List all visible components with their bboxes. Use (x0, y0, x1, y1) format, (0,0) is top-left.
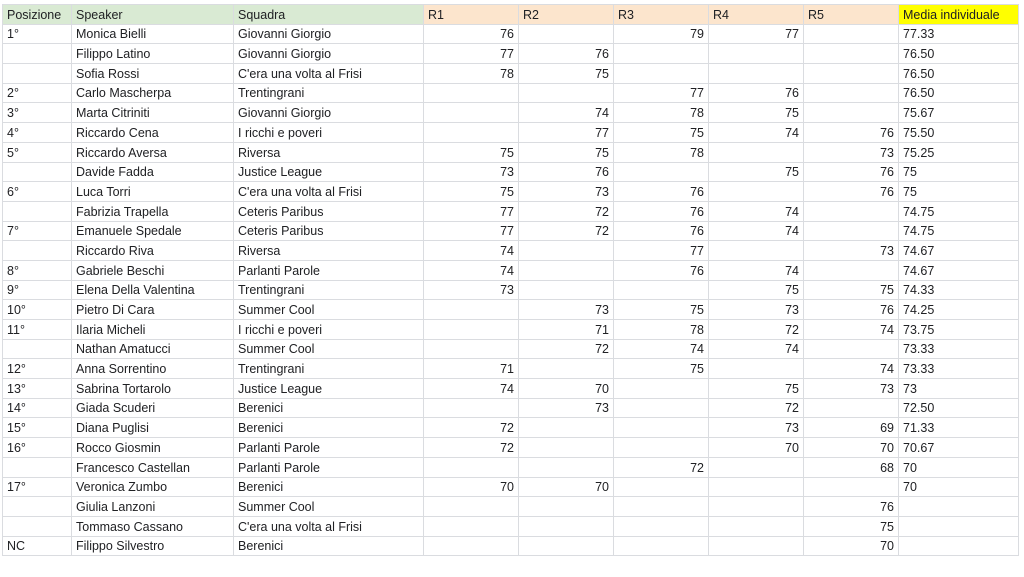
r5-cell[interactable] (804, 64, 899, 84)
position-cell[interactable]: 14° (3, 398, 72, 418)
r5-cell[interactable] (804, 103, 899, 123)
r4-cell[interactable]: 74 (709, 123, 804, 143)
r3-cell[interactable] (614, 516, 709, 536)
table-row (3, 379, 1019, 399)
position-cell[interactable]: 7° (3, 221, 72, 241)
r1-cell[interactable]: 77 (424, 44, 519, 64)
r1-cell[interactable] (424, 536, 519, 556)
table-row (3, 83, 1019, 103)
r2-cell[interactable]: 70 (519, 477, 614, 497)
r2-cell[interactable]: 73 (519, 300, 614, 320)
position-cell[interactable]: 15° (3, 418, 72, 438)
r4-cell[interactable] (709, 516, 804, 536)
r1-cell[interactable]: 75 (424, 142, 519, 162)
r3-cell[interactable]: 78 (614, 103, 709, 123)
speaker-cell[interactable]: Giada Scuderi (72, 398, 234, 418)
r3-cell[interactable] (614, 44, 709, 64)
r4-cell[interactable]: 74 (709, 201, 804, 221)
position-cell[interactable]: 2° (3, 83, 72, 103)
position-cell[interactable]: 3° (3, 103, 72, 123)
r2-cell[interactable]: 71 (519, 320, 614, 340)
r1-cell[interactable]: 73 (424, 162, 519, 182)
speaker-cell[interactable]: Riccardo Riva (72, 241, 234, 261)
average-cell[interactable]: 71.33 (899, 418, 1019, 438)
position-cell[interactable]: 9° (3, 280, 72, 300)
r3-cell[interactable] (614, 497, 709, 517)
table-row (3, 516, 1019, 536)
r3-cell[interactable]: 77 (614, 241, 709, 261)
average-cell[interactable]: 76.50 (899, 83, 1019, 103)
team-cell[interactable]: C'era una volta al Frisi (234, 182, 424, 202)
header-cell-r3[interactable]: R3 (614, 5, 709, 25)
team-cell[interactable]: Justice League (234, 162, 424, 182)
r5-cell[interactable] (804, 398, 899, 418)
average-cell[interactable] (899, 536, 1019, 556)
team-cell[interactable]: Riversa (234, 142, 424, 162)
header-cell-r1[interactable]: R1 (424, 5, 519, 25)
speaker-cell[interactable]: Filippo Latino (72, 44, 234, 64)
speaker-cell[interactable]: Fabrizia Trapella (72, 201, 234, 221)
team-cell[interactable]: Berenici (234, 477, 424, 497)
position-cell[interactable]: 17° (3, 477, 72, 497)
r1-cell[interactable]: 70 (424, 477, 519, 497)
r4-cell[interactable] (709, 142, 804, 162)
r2-cell[interactable]: 73 (519, 182, 614, 202)
position-cell[interactable] (3, 339, 72, 359)
r1-cell[interactable] (424, 123, 519, 143)
average-cell[interactable]: 75.25 (899, 142, 1019, 162)
team-cell[interactable]: Parlanti Parole (234, 457, 424, 477)
r5-cell[interactable] (804, 339, 899, 359)
team-cell[interactable]: Ceteris Paribus (234, 201, 424, 221)
r2-cell[interactable] (519, 280, 614, 300)
r5-cell[interactable] (804, 44, 899, 64)
position-cell[interactable] (3, 201, 72, 221)
r1-cell[interactable] (424, 300, 519, 320)
r5-cell[interactable]: 69 (804, 418, 899, 438)
speaker-cell[interactable]: Elena Della Valentina (72, 280, 234, 300)
speaker-cell[interactable]: Riccardo Cena (72, 123, 234, 143)
speaker-cell[interactable]: Filippo Silvestro (72, 536, 234, 556)
speaker-cell[interactable]: Giulia Lanzoni (72, 497, 234, 517)
r4-cell[interactable] (709, 497, 804, 517)
speaker-cell[interactable]: Pietro Di Cara (72, 300, 234, 320)
r4-cell[interactable]: 74 (709, 339, 804, 359)
r3-cell[interactable]: 76 (614, 260, 709, 280)
team-cell[interactable]: C'era una volta al Frisi (234, 64, 424, 84)
position-cell[interactable] (3, 241, 72, 261)
r4-cell[interactable]: 74 (709, 221, 804, 241)
team-cell[interactable]: Giovanni Giorgio (234, 44, 424, 64)
r1-cell[interactable]: 74 (424, 379, 519, 399)
speaker-cell[interactable]: Anna Sorrentino (72, 359, 234, 379)
r5-cell[interactable]: 74 (804, 359, 899, 379)
r2-cell[interactable]: 72 (519, 201, 614, 221)
speaker-cell[interactable]: Marta Citriniti (72, 103, 234, 123)
position-cell[interactable] (3, 162, 72, 182)
average-cell[interactable]: 75 (899, 162, 1019, 182)
r5-cell[interactable]: 73 (804, 379, 899, 399)
r2-cell[interactable]: 75 (519, 64, 614, 84)
average-cell[interactable]: 74.67 (899, 260, 1019, 280)
r2-cell[interactable]: 70 (519, 379, 614, 399)
r4-cell[interactable]: 76 (709, 83, 804, 103)
r2-cell[interactable] (519, 497, 614, 517)
r1-cell[interactable]: 76 (424, 24, 519, 44)
average-cell[interactable]: 70 (899, 477, 1019, 497)
average-cell[interactable]: 70 (899, 457, 1019, 477)
average-cell[interactable]: 74.33 (899, 280, 1019, 300)
r3-cell[interactable] (614, 418, 709, 438)
position-cell[interactable]: 6° (3, 182, 72, 202)
r1-cell[interactable] (424, 339, 519, 359)
r2-cell[interactable]: 72 (519, 221, 614, 241)
position-cell[interactable]: 5° (3, 142, 72, 162)
r5-cell[interactable]: 76 (804, 497, 899, 517)
r2-cell[interactable]: 77 (519, 123, 614, 143)
r4-cell[interactable] (709, 457, 804, 477)
table-row (3, 418, 1019, 438)
speaker-cell[interactable]: Davide Fadda (72, 162, 234, 182)
table-row (3, 24, 1019, 44)
position-cell[interactable]: 16° (3, 438, 72, 458)
r3-cell[interactable]: 75 (614, 359, 709, 379)
table-row (3, 142, 1019, 162)
position-cell[interactable] (3, 497, 72, 517)
header-row (3, 5, 1019, 25)
team-cell[interactable]: Trentingrani (234, 83, 424, 103)
average-cell[interactable] (899, 516, 1019, 536)
r5-cell[interactable]: 76 (804, 123, 899, 143)
table-row (3, 221, 1019, 241)
r5-cell[interactable]: 68 (804, 457, 899, 477)
r2-cell[interactable] (519, 536, 614, 556)
r2-cell[interactable]: 73 (519, 398, 614, 418)
r4-cell[interactable]: 77 (709, 24, 804, 44)
average-cell[interactable]: 73.33 (899, 339, 1019, 359)
r2-cell[interactable] (519, 418, 614, 438)
r3-cell[interactable] (614, 379, 709, 399)
r1-cell[interactable] (424, 516, 519, 536)
speaker-cell[interactable]: Rocco Giosmin (72, 438, 234, 458)
average-cell[interactable]: 75 (899, 182, 1019, 202)
team-cell[interactable]: Giovanni Giorgio (234, 24, 424, 44)
speaker-cell[interactable]: Luca Torri (72, 182, 234, 202)
r4-cell[interactable] (709, 182, 804, 202)
header-cell-position[interactable]: Posizione (3, 5, 72, 25)
r4-cell[interactable]: 75 (709, 280, 804, 300)
team-cell[interactable]: C'era una volta al Frisi (234, 516, 424, 536)
r4-cell[interactable]: 75 (709, 379, 804, 399)
table-row (3, 201, 1019, 221)
table-row (3, 536, 1019, 556)
r3-cell[interactable]: 79 (614, 24, 709, 44)
position-cell[interactable]: 1° (3, 24, 72, 44)
r2-cell[interactable]: 72 (519, 339, 614, 359)
r2-cell[interactable] (519, 359, 614, 379)
r1-cell[interactable] (424, 320, 519, 340)
average-cell[interactable]: 72.50 (899, 398, 1019, 418)
table-row (3, 162, 1019, 182)
average-cell[interactable]: 73.33 (899, 359, 1019, 379)
average-cell[interactable]: 74.75 (899, 201, 1019, 221)
average-cell[interactable]: 74.75 (899, 221, 1019, 241)
speaker-cell[interactable]: Sabrina Tortarolo (72, 379, 234, 399)
r1-cell[interactable]: 73 (424, 280, 519, 300)
r3-cell[interactable] (614, 280, 709, 300)
r1-cell[interactable] (424, 83, 519, 103)
position-cell[interactable]: 13° (3, 379, 72, 399)
table-row (3, 339, 1019, 359)
r1-cell[interactable] (424, 398, 519, 418)
position-cell[interactable]: 12° (3, 359, 72, 379)
r1-cell[interactable]: 74 (424, 260, 519, 280)
r1-cell[interactable]: 75 (424, 182, 519, 202)
r3-cell[interactable] (614, 536, 709, 556)
team-cell[interactable]: Berenici (234, 398, 424, 418)
r5-cell[interactable] (804, 477, 899, 497)
position-cell[interactable]: 8° (3, 260, 72, 280)
team-cell[interactable]: I ricchi e poveri (234, 123, 424, 143)
r1-cell[interactable]: 71 (424, 359, 519, 379)
r3-cell[interactable] (614, 64, 709, 84)
r5-cell[interactable]: 74 (804, 320, 899, 340)
r2-cell[interactable] (519, 457, 614, 477)
average-cell[interactable]: 75.67 (899, 103, 1019, 123)
r3-cell[interactable] (614, 162, 709, 182)
r4-cell[interactable] (709, 44, 804, 64)
r1-cell[interactable]: 72 (424, 418, 519, 438)
r1-cell[interactable]: 77 (424, 221, 519, 241)
team-cell[interactable]: Parlanti Parole (234, 260, 424, 280)
average-cell[interactable] (899, 497, 1019, 517)
table-row (3, 438, 1019, 458)
table-row (3, 477, 1019, 497)
r4-cell[interactable]: 74 (709, 260, 804, 280)
average-cell[interactable]: 73 (899, 379, 1019, 399)
r2-cell[interactable]: 74 (519, 103, 614, 123)
header-cell-speaker[interactable]: Speaker (72, 5, 234, 25)
table-row (3, 359, 1019, 379)
table-row (3, 300, 1019, 320)
r3-cell[interactable] (614, 398, 709, 418)
speaker-cell[interactable]: Nathan Amatucci (72, 339, 234, 359)
r2-cell[interactable] (519, 24, 614, 44)
table-row (3, 182, 1019, 202)
team-cell[interactable]: Parlanti Parole (234, 438, 424, 458)
position-cell[interactable]: NC (3, 536, 72, 556)
r3-cell[interactable]: 78 (614, 320, 709, 340)
position-cell[interactable]: 11° (3, 320, 72, 340)
r1-cell[interactable]: 78 (424, 64, 519, 84)
standings-table (2, 4, 1019, 556)
r4-cell[interactable] (709, 64, 804, 84)
r5-cell[interactable]: 70 (804, 536, 899, 556)
r1-cell[interactable] (424, 497, 519, 517)
r3-cell[interactable] (614, 438, 709, 458)
team-cell[interactable]: Trentingrani (234, 280, 424, 300)
table-row (3, 280, 1019, 300)
team-cell[interactable]: Justice League (234, 379, 424, 399)
table-row (3, 64, 1019, 84)
team-cell[interactable]: Riversa (234, 241, 424, 261)
r5-cell[interactable] (804, 83, 899, 103)
r3-cell[interactable]: 74 (614, 339, 709, 359)
speaker-cell[interactable]: Monica Bielli (72, 24, 234, 44)
table-row (3, 320, 1019, 340)
r5-cell[interactable] (804, 201, 899, 221)
r4-cell[interactable]: 75 (709, 162, 804, 182)
r5-cell[interactable]: 75 (804, 516, 899, 536)
header-cell-average[interactable]: Media individuale (899, 5, 1019, 25)
r4-cell[interactable] (709, 359, 804, 379)
r3-cell[interactable]: 77 (614, 83, 709, 103)
r4-cell[interactable] (709, 477, 804, 497)
r3-cell[interactable]: 72 (614, 457, 709, 477)
r1-cell[interactable] (424, 103, 519, 123)
position-cell[interactable]: 10° (3, 300, 72, 320)
average-cell[interactable]: 70.67 (899, 438, 1019, 458)
r5-cell[interactable] (804, 221, 899, 241)
r3-cell[interactable]: 75 (614, 123, 709, 143)
r4-cell[interactable]: 73 (709, 418, 804, 438)
average-cell[interactable]: 74.25 (899, 300, 1019, 320)
table-row (3, 44, 1019, 64)
r2-cell[interactable] (519, 260, 614, 280)
r2-cell[interactable] (519, 438, 614, 458)
header-cell-team[interactable]: Squadra (234, 5, 424, 25)
team-cell[interactable]: I ricchi e poveri (234, 320, 424, 340)
r4-cell[interactable]: 75 (709, 103, 804, 123)
r5-cell[interactable]: 73 (804, 142, 899, 162)
r5-cell[interactable] (804, 24, 899, 44)
r5-cell[interactable]: 76 (804, 182, 899, 202)
r5-cell[interactable]: 73 (804, 241, 899, 261)
team-cell[interactable]: Berenici (234, 418, 424, 438)
r3-cell[interactable]: 75 (614, 300, 709, 320)
speaker-cell[interactable]: Francesco Castellan (72, 457, 234, 477)
position-cell[interactable] (3, 44, 72, 64)
speaker-cell[interactable]: Tommaso Cassano (72, 516, 234, 536)
table-row (3, 398, 1019, 418)
team-cell[interactable]: Summer Cool (234, 497, 424, 517)
table-body (3, 24, 1019, 556)
table-row (3, 123, 1019, 143)
r5-cell[interactable]: 70 (804, 438, 899, 458)
team-cell[interactable]: Summer Cool (234, 300, 424, 320)
average-cell[interactable]: 73.75 (899, 320, 1019, 340)
r5-cell[interactable]: 76 (804, 300, 899, 320)
r4-cell[interactable] (709, 241, 804, 261)
position-cell[interactable]: 4° (3, 123, 72, 143)
speaker-cell[interactable]: Sofia Rossi (72, 64, 234, 84)
average-cell[interactable]: 77.33 (899, 24, 1019, 44)
table-row (3, 103, 1019, 123)
speaker-cell[interactable]: Carlo Mascherpa (72, 83, 234, 103)
r2-cell[interactable] (519, 83, 614, 103)
header-cell-r2[interactable]: R2 (519, 5, 614, 25)
team-cell[interactable]: Summer Cool (234, 339, 424, 359)
r3-cell[interactable]: 76 (614, 201, 709, 221)
speaker-cell[interactable]: Riccardo Aversa (72, 142, 234, 162)
average-cell[interactable]: 76.50 (899, 64, 1019, 84)
average-cell[interactable]: 76.50 (899, 44, 1019, 64)
position-cell[interactable] (3, 516, 72, 536)
r1-cell[interactable]: 74 (424, 241, 519, 261)
r4-cell[interactable]: 72 (709, 398, 804, 418)
r3-cell[interactable]: 76 (614, 221, 709, 241)
table-row (3, 260, 1019, 280)
position-cell[interactable] (3, 457, 72, 477)
average-cell[interactable]: 75.50 (899, 123, 1019, 143)
r3-cell[interactable]: 76 (614, 182, 709, 202)
r1-cell[interactable]: 77 (424, 201, 519, 221)
r5-cell[interactable]: 75 (804, 280, 899, 300)
r1-cell[interactable] (424, 457, 519, 477)
speaker-cell[interactable]: Veronica Zumbo (72, 477, 234, 497)
r3-cell[interactable] (614, 477, 709, 497)
r4-cell[interactable]: 73 (709, 300, 804, 320)
speaker-cell[interactable]: Gabriele Beschi (72, 260, 234, 280)
average-cell[interactable]: 74.67 (899, 241, 1019, 261)
team-cell[interactable]: Berenici (234, 536, 424, 556)
team-cell[interactable]: Trentingrani (234, 359, 424, 379)
r4-cell[interactable]: 70 (709, 438, 804, 458)
r2-cell[interactable]: 76 (519, 44, 614, 64)
position-cell[interactable] (3, 64, 72, 84)
r4-cell[interactable]: 72 (709, 320, 804, 340)
r2-cell[interactable]: 76 (519, 162, 614, 182)
r5-cell[interactable] (804, 260, 899, 280)
speaker-cell[interactable]: Ilaria Micheli (72, 320, 234, 340)
team-cell[interactable]: Ceteris Paribus (234, 221, 424, 241)
r2-cell[interactable]: 75 (519, 142, 614, 162)
speaker-cell[interactable]: Diana Puglisi (72, 418, 234, 438)
r1-cell[interactable]: 72 (424, 438, 519, 458)
header-cell-r4[interactable]: R4 (709, 5, 804, 25)
r4-cell[interactable] (709, 536, 804, 556)
r5-cell[interactable]: 76 (804, 162, 899, 182)
table-row (3, 497, 1019, 517)
speaker-cell[interactable]: Emanuele Spedale (72, 221, 234, 241)
table-row (3, 241, 1019, 261)
r2-cell[interactable] (519, 241, 614, 261)
header-cell-r5[interactable]: R5 (804, 5, 899, 25)
r3-cell[interactable]: 78 (614, 142, 709, 162)
team-cell[interactable]: Giovanni Giorgio (234, 103, 424, 123)
table-row (3, 457, 1019, 477)
r2-cell[interactable] (519, 516, 614, 536)
